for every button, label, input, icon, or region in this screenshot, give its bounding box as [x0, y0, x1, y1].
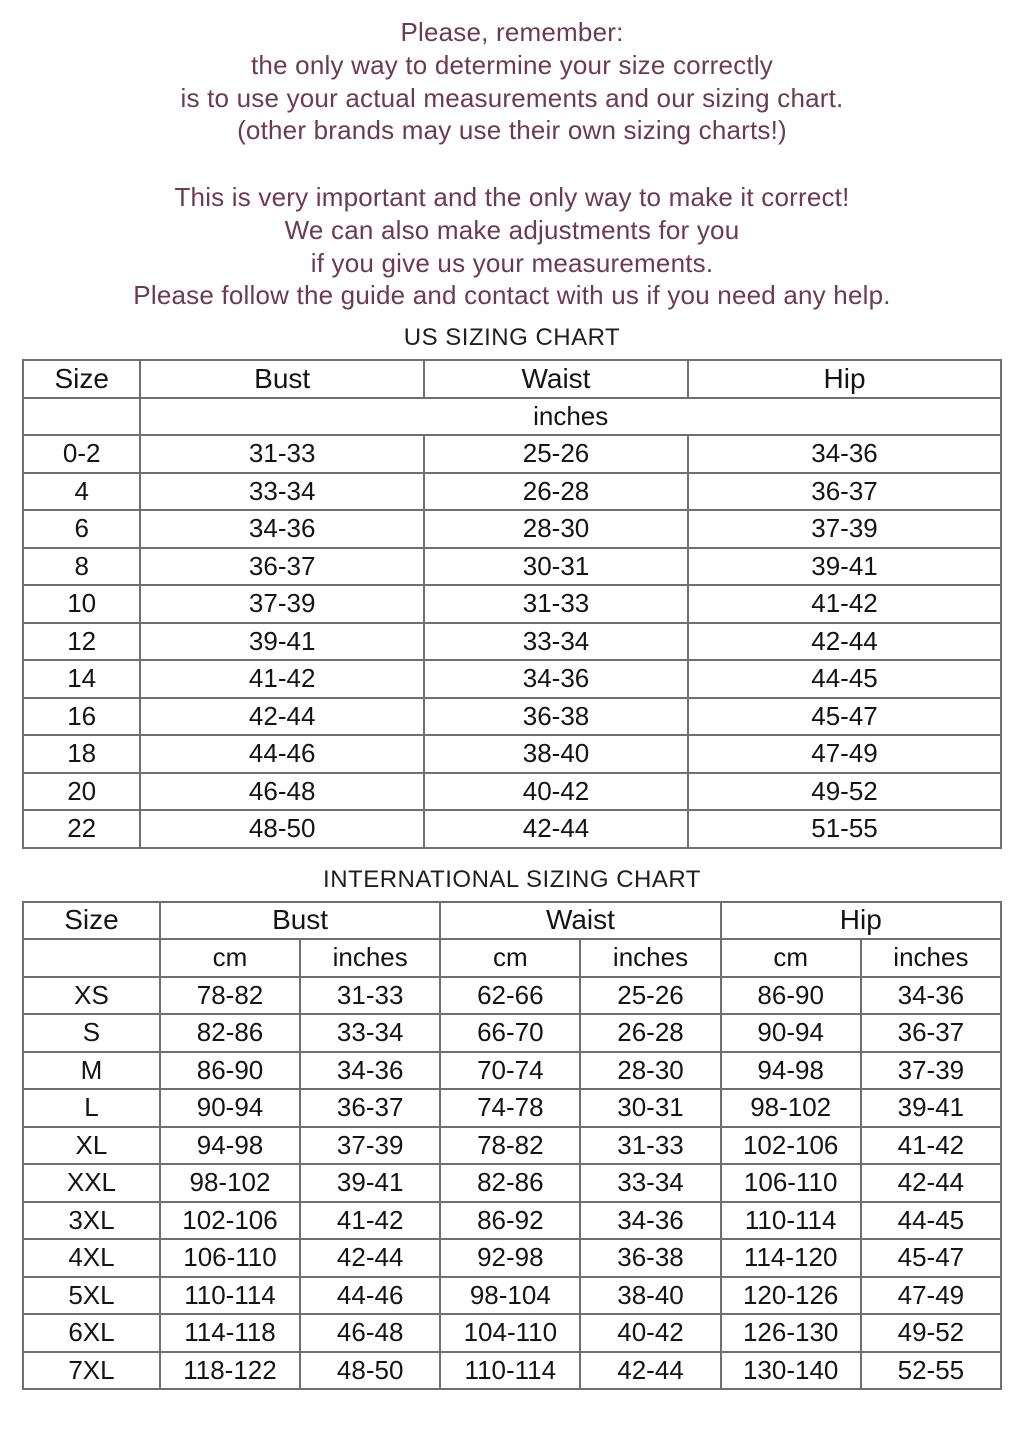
table-row — [23, 660, 1001, 698]
measurement-cell: 46-48 — [300, 1314, 440, 1352]
measurement-cell: 126-130 — [721, 1314, 861, 1352]
measurement-cell: 90-94 — [160, 1089, 300, 1127]
measurement-cell: 49-52 — [688, 773, 1001, 811]
bust-inches-label: inches — [300, 939, 440, 977]
us-col-header-hip: Hip — [688, 360, 1001, 398]
measurement-cell: 86-90 — [721, 977, 861, 1015]
measurement-cell: 41-42 — [300, 1202, 440, 1240]
intl-table-body — [23, 977, 1001, 1390]
measurement-cell: 31-33 — [580, 1127, 720, 1165]
measurement-cell: 37-39 — [300, 1127, 440, 1165]
measurement-cell: 78-82 — [160, 977, 300, 1015]
size-cell: 3XL — [23, 1202, 160, 1240]
intl-table-header — [23, 902, 1001, 977]
measurement-cell: 74-78 — [440, 1089, 580, 1127]
measurement-cell: 42-44 — [424, 810, 688, 848]
measurement-cell: 30-31 — [424, 548, 688, 586]
table-row — [23, 1239, 1001, 1277]
size-cell: 10 — [23, 585, 140, 623]
intro-text — [0, 0, 1024, 312]
size-cell: 8 — [23, 548, 140, 586]
measurement-cell: 38-40 — [580, 1277, 720, 1315]
intl-units-row — [23, 939, 1001, 977]
size-cell: M — [23, 1052, 160, 1090]
measurement-cell: 94-98 — [721, 1052, 861, 1090]
measurement-cell: 44-46 — [140, 735, 424, 773]
measurement-cell: 34-36 — [300, 1052, 440, 1090]
measurement-cell: 47-49 — [861, 1277, 1001, 1315]
intro-line: We can also make adjustments for you — [284, 214, 740, 245]
measurement-cell: 34-36 — [424, 660, 688, 698]
measurement-cell: 98-102 — [721, 1089, 861, 1127]
measurement-cell: 34-36 — [580, 1202, 720, 1240]
table-row — [23, 810, 1001, 848]
measurement-cell: 37-39 — [688, 510, 1001, 548]
measurement-cell: 66-70 — [440, 1014, 580, 1052]
measurement-cell: 37-39 — [861, 1052, 1001, 1090]
measurement-cell: 39-41 — [861, 1089, 1001, 1127]
table-row — [23, 435, 1001, 473]
intro-line: if you give us your measurements. — [310, 247, 714, 278]
us-col-header-waist: Waist — [424, 360, 688, 398]
measurement-cell: 98-102 — [160, 1164, 300, 1202]
measurement-cell: 33-34 — [580, 1164, 720, 1202]
size-cell: 5XL — [23, 1277, 160, 1315]
measurement-cell: 37-39 — [140, 585, 424, 623]
size-cell: 16 — [23, 698, 140, 736]
intro-line: the only way to determine your size correctly — [251, 49, 773, 80]
measurement-cell: 48-50 — [300, 1352, 440, 1390]
intl-col-header-waist: Waist — [440, 902, 720, 940]
measurement-cell: 46-48 — [140, 773, 424, 811]
measurement-cell: 51-55 — [688, 810, 1001, 848]
size-cell: XXL — [23, 1164, 160, 1202]
measurement-cell: 41-42 — [140, 660, 424, 698]
size-cell: 0-2 — [23, 435, 140, 473]
hip-cm-label: cm — [721, 939, 861, 977]
hip-inches-label: inches — [861, 939, 1001, 977]
measurement-cell: 33-34 — [300, 1014, 440, 1052]
table-row — [23, 773, 1001, 811]
intl-chart-title: INTERNATIONAL SIZING CHART — [323, 865, 701, 893]
measurement-cell: 114-118 — [160, 1314, 300, 1352]
measurement-cell: 86-90 — [160, 1052, 300, 1090]
measurement-cell: 94-98 — [160, 1127, 300, 1165]
measurement-cell: 26-28 — [580, 1014, 720, 1052]
size-cell: L — [23, 1089, 160, 1127]
measurement-cell: 31-33 — [300, 977, 440, 1015]
table-row — [23, 1052, 1001, 1090]
measurement-cell: 44-45 — [688, 660, 1001, 698]
measurement-cell: 45-47 — [688, 698, 1001, 736]
measurement-cell: 34-36 — [688, 435, 1001, 473]
measurement-cell: 42-44 — [140, 698, 424, 736]
measurement-cell: 36-38 — [580, 1239, 720, 1277]
table-row — [23, 735, 1001, 773]
measurement-cell: 49-52 — [861, 1314, 1001, 1352]
measurement-cell: 42-44 — [688, 623, 1001, 661]
us-units-label: inches — [140, 398, 1001, 436]
us-sizing-table — [22, 359, 1002, 849]
measurement-cell: 106-110 — [721, 1164, 861, 1202]
measurement-cell: 36-37 — [688, 473, 1001, 511]
measurement-cell: 40-42 — [424, 773, 688, 811]
intl-col-header-bust: Bust — [160, 902, 440, 940]
measurement-cell: 33-34 — [140, 473, 424, 511]
measurement-cell: 45-47 — [861, 1239, 1001, 1277]
size-cell: XL — [23, 1127, 160, 1165]
empty-cell — [23, 398, 140, 436]
intro-block-remember — [0, 16, 1024, 147]
us-table-header — [23, 360, 1001, 435]
size-cell: 14 — [23, 660, 140, 698]
measurement-cell: 36-37 — [861, 1014, 1001, 1052]
measurement-cell: 28-30 — [580, 1052, 720, 1090]
measurement-cell: 98-104 — [440, 1277, 580, 1315]
measurement-cell: 78-82 — [440, 1127, 580, 1165]
table-row — [23, 623, 1001, 661]
intro-line: is to use your actual measurements and our sizing chart. — [180, 82, 844, 113]
measurement-cell: 47-49 — [688, 735, 1001, 773]
us-chart-title: US SIZING CHART — [403, 324, 621, 351]
size-cell: XS — [23, 977, 160, 1015]
measurement-cell: 34-36 — [140, 510, 424, 548]
table-row — [23, 473, 1001, 511]
measurement-cell: 106-110 — [160, 1239, 300, 1277]
size-cell: 20 — [23, 773, 140, 811]
measurement-cell: 104-110 — [440, 1314, 580, 1352]
measurement-cell: 70-74 — [440, 1052, 580, 1090]
measurement-cell: 34-36 — [861, 977, 1001, 1015]
table-row — [23, 548, 1001, 586]
measurement-cell: 110-114 — [721, 1202, 861, 1240]
measurement-cell: 25-26 — [424, 435, 688, 473]
waist-cm-label: cm — [440, 939, 580, 977]
measurement-cell: 44-45 — [861, 1202, 1001, 1240]
table-row — [23, 977, 1001, 1015]
intl-header-row — [23, 902, 1001, 940]
measurement-cell: 44-46 — [300, 1277, 440, 1315]
bust-cm-label: cm — [160, 939, 300, 977]
us-table-body — [23, 435, 1001, 848]
measurement-cell: 28-30 — [424, 510, 688, 548]
measurement-cell: 33-34 — [424, 623, 688, 661]
measurement-cell: 36-38 — [424, 698, 688, 736]
size-cell: 6 — [23, 510, 140, 548]
measurement-cell: 36-37 — [140, 548, 424, 586]
measurement-cell: 102-106 — [721, 1127, 861, 1165]
measurement-cell: 120-126 — [721, 1277, 861, 1315]
table-row — [23, 1277, 1001, 1315]
size-cell: 18 — [23, 735, 140, 773]
measurement-cell: 41-42 — [688, 585, 1001, 623]
size-cell: 7XL — [23, 1352, 160, 1390]
measurement-cell: 39-41 — [688, 548, 1001, 586]
measurement-cell: 48-50 — [140, 810, 424, 848]
us-col-header-bust: Bust — [140, 360, 424, 398]
measurement-cell: 118-122 — [160, 1352, 300, 1390]
size-cell: S — [23, 1014, 160, 1052]
measurement-cell: 36-37 — [300, 1089, 440, 1127]
size-cell: 4 — [23, 473, 140, 511]
table-row — [23, 1314, 1001, 1352]
measurement-cell: 110-114 — [440, 1352, 580, 1390]
intro-line: Please, remember: — [400, 17, 624, 47]
measurement-cell: 31-33 — [140, 435, 424, 473]
measurement-cell: 82-86 — [440, 1164, 580, 1202]
measurement-cell: 25-26 — [580, 977, 720, 1015]
measurement-cell: 114-120 — [721, 1239, 861, 1277]
measurement-cell: 130-140 — [721, 1352, 861, 1390]
table-row — [23, 1089, 1001, 1127]
measurement-cell: 52-55 — [861, 1352, 1001, 1390]
us-units-row — [23, 398, 1001, 436]
table-row — [23, 1352, 1001, 1390]
table-row — [23, 510, 1001, 548]
us-header-row — [23, 360, 1001, 398]
measurement-cell: 31-33 — [424, 585, 688, 623]
table-row — [23, 1127, 1001, 1165]
table-row — [23, 1014, 1001, 1052]
intl-sizing-table — [22, 901, 1002, 1391]
table-row — [23, 585, 1001, 623]
intl-col-header-size: Size — [23, 902, 160, 940]
measurement-cell: 40-42 — [580, 1314, 720, 1352]
size-cell: 4XL — [23, 1239, 160, 1277]
measurement-cell: 26-28 — [424, 473, 688, 511]
measurement-cell: 42-44 — [300, 1239, 440, 1277]
measurement-cell: 110-114 — [160, 1277, 300, 1315]
intro-line: This is very important and the only way to make it correct! — [174, 182, 850, 212]
measurement-cell: 92-98 — [440, 1239, 580, 1277]
measurement-cell: 39-41 — [300, 1164, 440, 1202]
table-row — [23, 1202, 1001, 1240]
measurement-cell: 39-41 — [140, 623, 424, 661]
waist-inches-label: inches — [580, 939, 720, 977]
intro-line: Please follow the guide and contact with us if you need any help. — [133, 280, 891, 311]
empty-cell — [23, 939, 160, 977]
measurement-cell: 42-44 — [580, 1352, 720, 1390]
measurement-cell: 30-31 — [580, 1089, 720, 1127]
intro-block-important — [0, 181, 1024, 312]
measurement-cell: 42-44 — [861, 1164, 1001, 1202]
size-cell: 12 — [23, 623, 140, 661]
intl-col-header-hip: Hip — [721, 902, 1001, 940]
measurement-cell: 90-94 — [721, 1014, 861, 1052]
measurement-cell: 102-106 — [160, 1202, 300, 1240]
us-col-header-size: Size — [23, 360, 140, 398]
table-row — [23, 1164, 1001, 1202]
measurement-cell: 62-66 — [440, 977, 580, 1015]
measurement-cell: 41-42 — [861, 1127, 1001, 1165]
intro-line: (other brands may use their own sizing charts!) — [237, 115, 787, 146]
measurement-cell: 82-86 — [160, 1014, 300, 1052]
size-cell: 6XL — [23, 1314, 160, 1352]
size-cell: 22 — [23, 810, 140, 848]
measurement-cell: 86-92 — [440, 1202, 580, 1240]
measurement-cell: 38-40 — [424, 735, 688, 773]
table-row — [23, 698, 1001, 736]
